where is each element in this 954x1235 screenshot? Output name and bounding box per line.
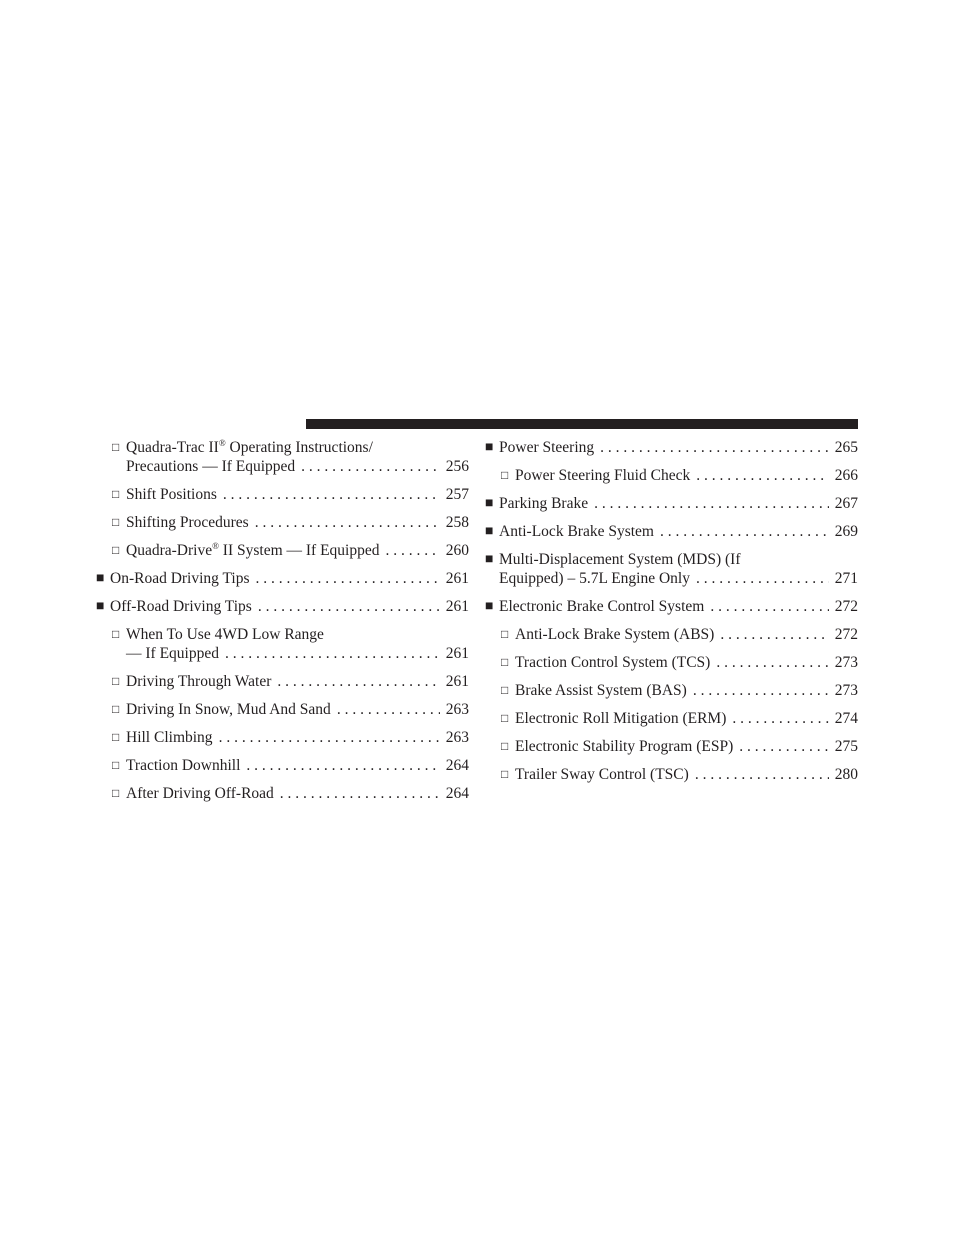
dot-leader	[255, 513, 440, 532]
toc-page-number: 258	[445, 514, 469, 531]
toc-entry-title: — If Equipped	[126, 645, 219, 662]
toc-entry[interactable]	[96, 597, 469, 616]
toc-entry-title: Driving Through Water	[126, 673, 272, 690]
dot-leader	[732, 709, 828, 728]
filled-square-bullet-icon	[485, 550, 499, 569]
toc-page-number: 280	[834, 766, 858, 783]
open-square-bullet-icon	[112, 700, 126, 719]
open-square-bullet-icon	[112, 672, 126, 691]
dot-leader	[696, 569, 829, 588]
toc-entry[interactable]	[96, 672, 469, 691]
open-square-bullet-icon	[112, 625, 126, 644]
toc-left-column	[96, 438, 469, 812]
dot-leader	[693, 681, 829, 700]
dot-leader	[716, 653, 828, 672]
toc-entry-title: On-Road Driving Tips	[110, 570, 250, 587]
toc-entry-title: Traction Downhill	[126, 757, 241, 774]
toc-entry-title-line1: When To Use 4WD Low Range	[126, 626, 324, 643]
toc-page-number: 264	[445, 785, 469, 802]
toc-entry-title: Anti-Lock Brake System (ABS)	[515, 626, 715, 643]
open-square-bullet-icon	[501, 466, 515, 485]
filled-square-bullet-icon	[96, 597, 110, 616]
filled-square-bullet-icon	[96, 569, 110, 588]
toc-entry[interactable]	[485, 737, 858, 756]
toc-entry-title: Parking Brake	[499, 495, 589, 512]
toc-page-number: 265	[834, 439, 858, 456]
toc-entry[interactable]	[485, 466, 858, 485]
toc-entry-title: Electronic Stability Program (ESP)	[515, 738, 734, 755]
toc-entry[interactable]	[96, 784, 469, 803]
dot-leader	[696, 466, 829, 485]
toc-page-number: 261	[445, 645, 469, 662]
toc-entry[interactable]	[96, 700, 469, 719]
toc-page-number: 263	[445, 701, 469, 718]
toc-right-column	[485, 438, 858, 793]
toc-entry-title: Power Steering Fluid Check	[515, 467, 691, 484]
dot-leader	[225, 644, 440, 663]
open-square-bullet-icon	[112, 438, 126, 457]
section-header-bar	[306, 419, 858, 429]
toc-page-number: 261	[445, 673, 469, 690]
dot-leader	[594, 494, 829, 513]
toc-entry[interactable]	[485, 709, 858, 728]
dot-leader	[277, 672, 439, 691]
toc-entry[interactable]	[96, 541, 469, 560]
toc-entry[interactable]	[485, 522, 858, 541]
toc-entry[interactable]	[485, 550, 858, 588]
dot-leader	[739, 737, 828, 756]
toc-entry[interactable]	[96, 625, 469, 663]
toc-entry-title: Electronic Roll Mitigation (ERM)	[515, 710, 727, 727]
toc-entry-title: Off-Road Driving Tips	[110, 598, 252, 615]
toc-page-number: 264	[445, 757, 469, 774]
toc-entry[interactable]	[96, 728, 469, 747]
filled-square-bullet-icon	[485, 522, 499, 541]
toc-entry[interactable]	[485, 597, 858, 616]
toc-entry[interactable]	[96, 569, 469, 588]
filled-square-bullet-icon	[485, 438, 499, 457]
toc-entry-title: After Driving Off-Road	[126, 785, 274, 802]
toc-entry-title: Shifting Procedures	[126, 514, 249, 531]
dot-leader	[258, 597, 440, 616]
toc-entry[interactable]	[485, 653, 858, 672]
dot-leader	[223, 485, 440, 504]
open-square-bullet-icon	[501, 681, 515, 700]
open-square-bullet-icon	[501, 765, 515, 784]
toc-entry[interactable]	[96, 485, 469, 504]
toc-page-number: 273	[834, 682, 858, 699]
toc-page-number: 269	[834, 523, 858, 540]
toc-page-number: 272	[834, 598, 858, 615]
dot-leader	[695, 765, 829, 784]
open-square-bullet-icon	[112, 541, 126, 560]
dot-leader	[301, 457, 440, 476]
toc-entry[interactable]	[485, 438, 858, 457]
open-square-bullet-icon	[501, 653, 515, 672]
toc-entry-title-line1: Multi-Displacement System (MDS) (If	[499, 551, 741, 568]
toc-entry[interactable]	[485, 494, 858, 513]
toc-entry-title: Anti-Lock Brake System	[499, 523, 654, 540]
dot-leader	[720, 625, 828, 644]
toc-entry-title: Driving In Snow, Mud And Sand	[126, 701, 331, 718]
dot-leader	[280, 784, 440, 803]
toc-entry-title: Precautions — If Equipped	[126, 458, 296, 475]
toc-entry-title: Equipped) – 5.7L Engine Only	[499, 570, 690, 587]
toc-entry[interactable]	[485, 765, 858, 784]
toc-page-number: 261	[445, 570, 469, 587]
toc-entry-title: Shift Positions	[126, 486, 217, 503]
toc-page-number: 273	[834, 654, 858, 671]
toc-entry[interactable]	[96, 513, 469, 532]
dot-leader	[600, 438, 829, 457]
open-square-bullet-icon	[112, 728, 126, 747]
toc-page-number: 261	[445, 598, 469, 615]
toc-entry-title-line1: Quadra-Trac II® Operating Instructions/	[126, 437, 373, 456]
open-square-bullet-icon	[501, 625, 515, 644]
toc-entry-title: Hill Climbing	[126, 729, 213, 746]
toc-entry-title: Power Steering	[499, 439, 595, 456]
toc-page-number: 274	[834, 710, 858, 727]
dot-leader	[386, 541, 440, 560]
toc-page-number: 260	[445, 542, 469, 559]
open-square-bullet-icon	[501, 709, 515, 728]
toc-page-number: 272	[834, 626, 858, 643]
toc-entry[interactable]	[485, 625, 858, 644]
toc-entry[interactable]	[485, 681, 858, 700]
toc-entry[interactable]	[96, 438, 469, 476]
toc-page-number: 271	[834, 570, 858, 587]
open-square-bullet-icon	[112, 485, 126, 504]
filled-square-bullet-icon	[485, 494, 499, 513]
toc-entry-title: Trailer Sway Control (TSC)	[515, 766, 689, 783]
toc-entry-title: Electronic Brake Control System	[499, 598, 705, 615]
toc-entry-title: Brake Assist System (BAS)	[515, 682, 687, 699]
toc-page-number: 263	[445, 729, 469, 746]
open-square-bullet-icon	[112, 513, 126, 532]
toc-page-number: 257	[445, 486, 469, 503]
open-square-bullet-icon	[112, 756, 126, 775]
toc-entry-title: Quadra-Drive® II System — If Equipped	[126, 540, 380, 559]
open-square-bullet-icon	[501, 737, 515, 756]
toc-page-number: 266	[834, 467, 858, 484]
dot-leader	[256, 569, 440, 588]
dot-leader	[246, 756, 439, 775]
toc-entry-title: Traction Control System (TCS)	[515, 654, 711, 671]
filled-square-bullet-icon	[485, 597, 499, 616]
dot-leader	[337, 700, 440, 719]
dot-leader	[219, 728, 440, 747]
dot-leader	[660, 522, 829, 541]
toc-page-number: 275	[834, 738, 858, 755]
toc-entry[interactable]	[96, 756, 469, 775]
toc-page-number: 256	[445, 458, 469, 475]
toc-page-number: 267	[834, 495, 858, 512]
dot-leader	[710, 597, 828, 616]
open-square-bullet-icon	[112, 784, 126, 803]
